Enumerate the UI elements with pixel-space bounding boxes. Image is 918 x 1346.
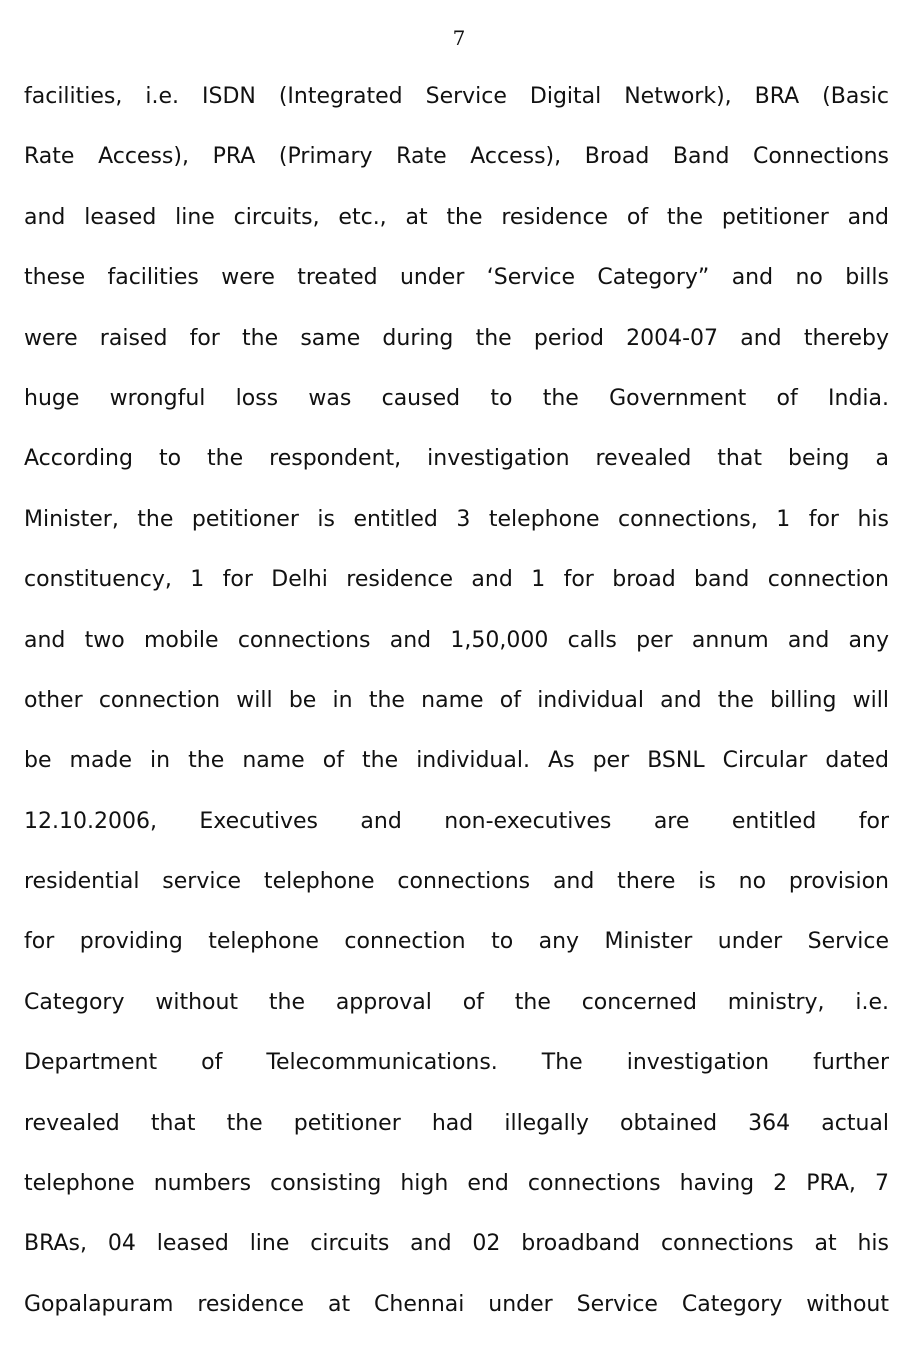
text-line: Department of Telecommunications. The investigation further	[24, 1050, 889, 1076]
text-line: these facilities were treated under ‘Service Category” and no bills	[24, 265, 889, 291]
text-line: BRAs, 04 leased line circuits and 02 broadband connections at his	[24, 1231, 889, 1257]
text-line: be made in the name of the individual. As per BSNL Circular dated	[24, 748, 889, 774]
text-line: were raised for the same during the period 2004-07 and thereby	[24, 325, 889, 351]
text-line: facilities, i.e. ISDN (Integrated Service Digital Network), BRA (Basic	[24, 84, 889, 109]
text-line: revealed that the petitioner had illegally obtained 364 actual	[24, 1110, 889, 1136]
text-line: residential service telephone connections and there is no provision	[24, 869, 889, 895]
text-line: According to the respondent, investigation revealed that being a	[24, 446, 889, 472]
page-number: 7	[452, 26, 466, 50]
text-line: huge wrongful loss was caused to the Government of India.	[24, 385, 889, 411]
text-line: Minister, the petitioner is entitled 3 telephone connections, 1 for his	[24, 506, 889, 532]
body-paragraph	[24, 67, 889, 1335]
text-line: Gopalapuram residence at Chennai under Service Category without	[24, 1291, 889, 1317]
text-line: constituency, 1 for Delhi residence and 1 for broad band connection	[24, 567, 889, 593]
text-line: Category without the approval of the concerned ministry, i.e.	[24, 989, 889, 1015]
text-line: other connection will be in the name of individual and the billing will	[24, 687, 889, 713]
text-line: and leased line circuits, etc., at the residence of the petitioner and	[24, 204, 889, 230]
text-line: for providing telephone connection to any Minister under Service	[24, 929, 889, 955]
text-line: telephone numbers consisting high end connections having 2 PRA, 7	[24, 1171, 889, 1197]
text-line: and two mobile connections and 1,50,000 calls per annum and any	[24, 627, 889, 653]
text-line: 12.10.2006, Executives and non-executives are entitled for	[24, 808, 889, 834]
text-line: Rate Access), PRA (Primary Rate Access), Broad Band Connections	[24, 144, 889, 170]
